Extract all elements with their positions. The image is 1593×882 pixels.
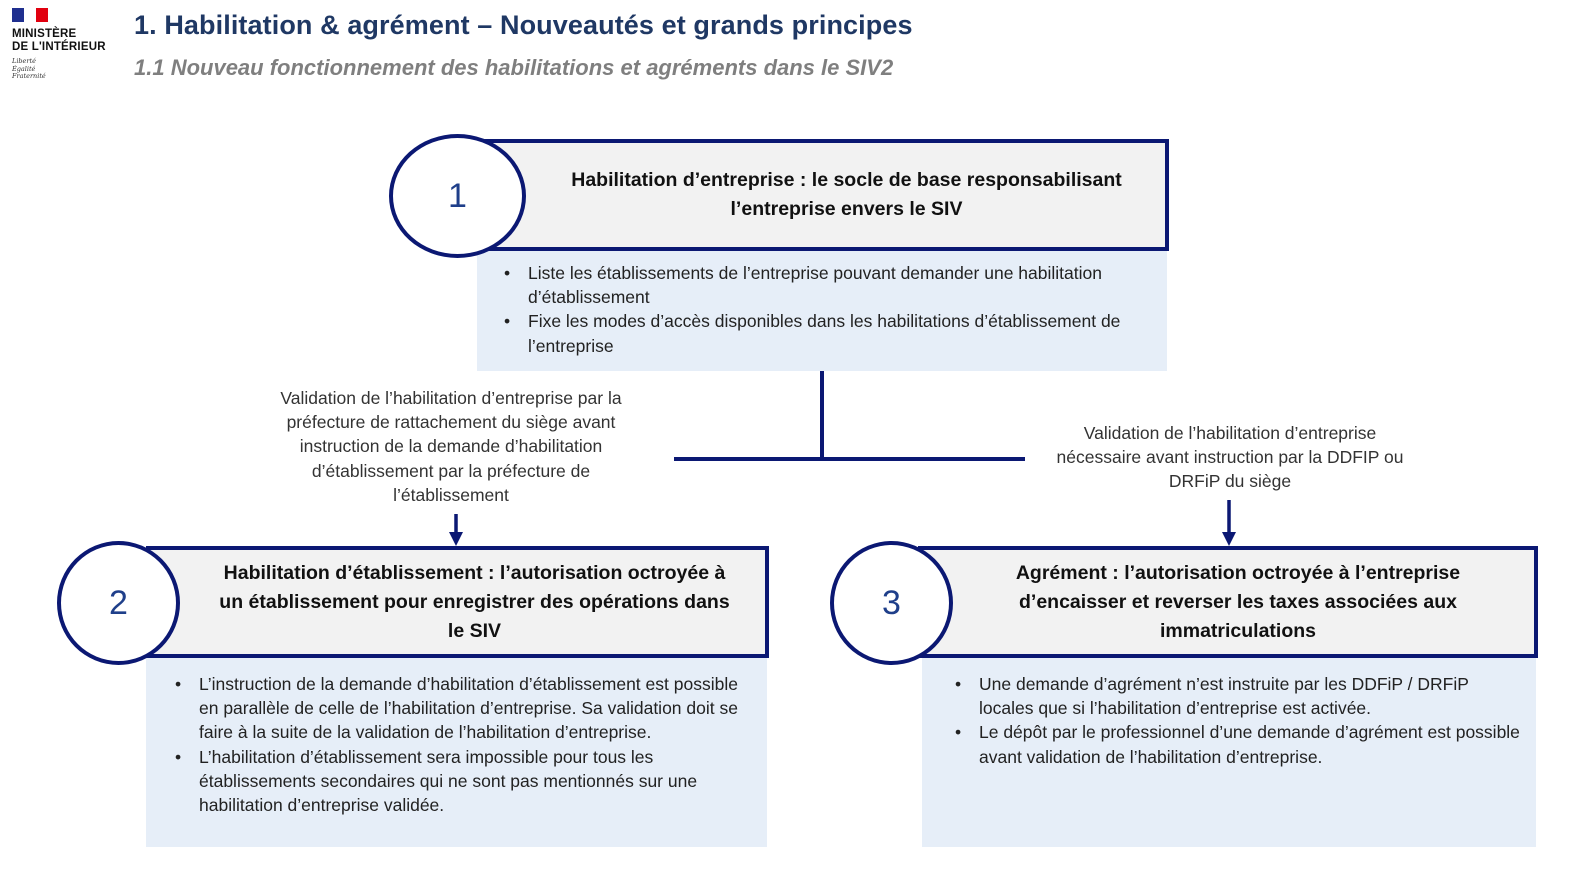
node2-title-box: [146, 546, 769, 658]
edge-label-left-line3: instruction de la demande d’habilitation: [299, 436, 603, 457]
edge-label-right-line2: nécessaire avant instruction par la DDFIP ou: [1056, 447, 1404, 468]
ministry-name-line1: MINISTÈRE: [12, 28, 77, 40]
edge-label-left: [228, 386, 674, 507]
node3-title-line1: Agrément : l’autorisation octroyée à l’entreprise: [1015, 561, 1461, 584]
node2-title-line3: le SIV: [447, 619, 502, 642]
edge-label-left-line2: préfecture de rattachement du siège avant: [286, 412, 616, 433]
arrow-left-head: [449, 532, 463, 546]
node2-bullet-2: • L’habilitation d’établissement sera impossible pour tous les établissements secondaires qui ne sont pas mentionnés sur une habilitation d’entreprise validée.: [172, 745, 751, 818]
node1-number-circle: [389, 134, 526, 258]
node3-title-line2: d’encaisser et reverser les taxes associées aux: [1019, 590, 1457, 613]
node1-title-line1: Habilitation d’entreprise : le socle de base responsabilisant: [571, 169, 1122, 191]
motto-line1: Liberté: [12, 57, 36, 65]
node1-details: [477, 249, 1167, 371]
arrow-right-head: [1222, 532, 1236, 546]
node1-bullet-1: • Liste les établissements de l’entreprise pouvant demander une habilitation d’établissement: [501, 261, 1149, 309]
node2-details: [146, 655, 767, 847]
edge-label-right-line1: Validation de l’habilitation d’entreprise: [1083, 423, 1377, 443]
node3-number: 3: [882, 583, 901, 622]
ministry-name-line2: DE L'INTÉRIEUR: [12, 41, 106, 53]
edge-label-left-line1: Validation de l’habilitation d’entreprise par la: [280, 388, 622, 408]
node2-bullet-1: • L’instruction de la demande d’habilitation d’établissement est possible en parallèle de celle de l’habilitation d’entreprise. Sa validation doit se faire à la suite de la validation de l’habilitation d’entreprise.: [172, 672, 751, 745]
node3-title-box: [918, 546, 1538, 658]
edge-label-left-line5: l’établissement: [393, 484, 509, 505]
node3-title-line3: immatriculations: [1159, 619, 1317, 642]
edge-label-right: [1025, 421, 1435, 494]
motto-line2: Égalité: [12, 64, 36, 73]
node1-title-line2: l’entreprise envers le SIV: [730, 198, 963, 220]
node1-number: 1: [448, 176, 467, 215]
node1-bullet-2: • Fixe les modes d’accès disponibles dans les habilitations d’établissement de l’entreprise: [501, 309, 1149, 357]
motto-line3: Fraternité: [12, 72, 46, 80]
page-subtitle: 1.1 Nouveau fonctionnement des habilitations et agréments dans le SIV2: [134, 55, 894, 80]
node3-details: [922, 655, 1536, 847]
node3-bullet-1: • Une demande d’agrément n’est instruite par les DDFiP / DRFiP locales que si l’habilitation d’entreprise est activée.: [952, 672, 1520, 720]
edge-label-right-line3: DRFiP du siège: [1168, 471, 1292, 492]
node1-title-box: [484, 139, 1169, 251]
edge-label-left-line4: d’établissement par la préfecture de: [311, 460, 591, 481]
node3-bullet-2: • Le dépôt par le professionnel d’une demande d’agrément est possible avant validation de l’habilitation d’entreprise.: [952, 720, 1520, 768]
node2-title-line1: Habilitation d’établissement : l’autorisation octroyée à: [223, 561, 726, 584]
node2-number-circle: [57, 541, 180, 665]
node3-number-circle: [830, 541, 953, 665]
node2-title-line2: un établissement pour enregistrer des opérations dans: [219, 590, 730, 613]
node2-number: 2: [109, 583, 128, 622]
page-title: 1. Habilitation & agrément – Nouveautés et grands principes: [134, 10, 913, 40]
